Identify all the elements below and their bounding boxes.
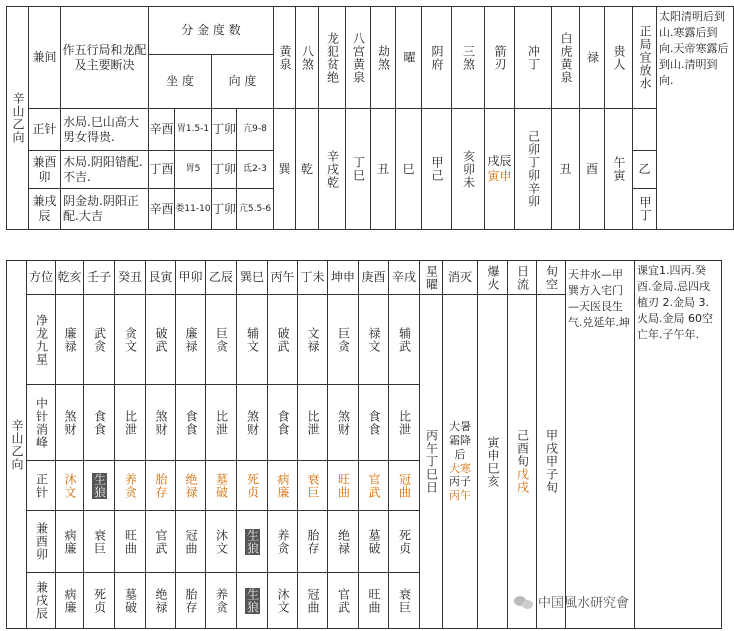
keyi-note: 课宜1.四丙.癸酉.金局.忌四戌植刃 2.金局 3.火局.金局 60空亡年.子午年. — [635, 261, 722, 629]
header-fenjin: 分 金 度 数 — [149, 7, 274, 55]
xiaomie-a: 大暑霜降后 — [449, 420, 471, 461]
header-yinfu: 阴府 — [422, 7, 452, 109]
xiaomie-d: 丙午 — [449, 489, 471, 502]
dir-7: 丙午 — [268, 261, 298, 295]
header-lu: 禄 — [580, 7, 605, 109]
label-jinglong: 净龙九星 — [27, 295, 56, 385]
header-zuo: 坐 度 — [149, 55, 212, 109]
jinglong-8: 文禄 — [298, 295, 328, 385]
youjiu-9: 绝禄 — [328, 511, 359, 573]
youjiu-6: 生狼 — [237, 511, 268, 573]
jianren-a: 戌辰 — [487, 154, 512, 168]
row1-z1: 丁酉 — [149, 151, 175, 189]
zhongzhen-9: 煞财 — [328, 385, 359, 461]
header-jiesha: 劫煞 — [371, 7, 396, 109]
row1-desc: 木局.阴阳错配.不吉. — [61, 151, 149, 189]
dir-9: 坤申 — [328, 261, 359, 295]
row0-z2: 胃1.5-1 — [175, 109, 212, 151]
val-xiaomie — [443, 295, 478, 629]
val-zhengju-a: 乙 — [633, 151, 657, 189]
row0-jj: 正针 — [29, 109, 61, 151]
header-yao: 曜 — [396, 7, 422, 109]
zhongzhen-3: 煞财 — [146, 385, 176, 461]
header-baihu: 白虎黄泉 — [552, 7, 580, 109]
xuchen-3: 绝禄 — [146, 573, 176, 629]
val-xunkong: 甲戌甲子旬 — [537, 295, 566, 629]
zhongzhen-5: 比泄 — [206, 385, 237, 461]
dir-10: 庚酉 — [359, 261, 389, 295]
row2-x1: 丁卯 — [212, 189, 237, 230]
header-bagong: 八宫黄泉 — [346, 7, 371, 109]
bottom-table — [6, 260, 722, 629]
zhengzhen-8: 衰巨 — [298, 461, 328, 511]
youjiu-3: 官武 — [146, 511, 176, 573]
header-jianren: 箭刃 — [485, 7, 515, 109]
val-zhengju-b: 甲丁 — [633, 189, 657, 230]
row1-z2: 胃5 — [175, 151, 212, 189]
youjiu-4: 冠曲 — [176, 511, 206, 573]
val-longfan: 辛戌乾 — [319, 109, 346, 230]
val-baohuo: 寅申巳亥 — [478, 295, 508, 629]
zhongzhen-0: 煞财 — [56, 385, 84, 461]
jinglong-10: 禄文 — [359, 295, 389, 385]
row0-z1: 辛酉 — [149, 109, 175, 151]
jinglong-3: 破武 — [146, 295, 176, 385]
header-sansha: 三煞 — [452, 7, 485, 109]
val-yao: 巳 — [396, 109, 422, 230]
dir-5: 乙辰 — [206, 261, 237, 295]
val-huangquan: 巽 — [274, 109, 296, 230]
val-chongding: 己卯丁卯辛卯 — [515, 109, 552, 230]
jinglong-6: 辅文 — [237, 295, 268, 385]
top-table — [6, 6, 734, 230]
zhengzhen-2: 养贪 — [115, 461, 146, 511]
youjiu-11: 死贞 — [389, 511, 420, 573]
xuchen-10: 旺曲 — [359, 573, 389, 629]
xuchen-0: 病廉 — [56, 573, 84, 629]
row2-desc: 阴金劫.阴阳正配.大吉 — [61, 189, 149, 230]
zhengzhen-3: 胎存 — [146, 461, 176, 511]
val-yinfu: 甲己 — [422, 109, 452, 230]
val-xingyao: 丙午丁巳日 — [420, 295, 443, 629]
row2-z1: 辛酉 — [149, 189, 175, 230]
header-basha: 八煞 — [296, 7, 319, 109]
youjiu-8: 胎存 — [298, 511, 328, 573]
jinglong-5: 巨贪 — [206, 295, 237, 385]
dir-6: 巽巳 — [237, 261, 268, 295]
dir-11: 辛戌 — [389, 261, 420, 295]
label-zhongzhen: 中针消峰 — [27, 385, 56, 461]
zhengzhen-6: 死贞 — [237, 461, 268, 511]
zhengju-empty — [633, 109, 657, 151]
youjiu-10: 墓破 — [359, 511, 389, 573]
watermark-text: 中国風水研究會 — [538, 596, 630, 611]
dir-3: 艮寅 — [146, 261, 176, 295]
xuchen-6: 生狼 — [237, 573, 268, 629]
jinglong-9: 巨贪 — [328, 295, 359, 385]
xuchen-11: 衰巨 — [389, 573, 420, 629]
zhongzhen-11: 比泄 — [389, 385, 420, 461]
jinglong-7: 破武 — [268, 295, 298, 385]
zhongzhen-8: 比泄 — [298, 385, 328, 461]
zhengzhen-9: 旺曲 — [328, 461, 359, 511]
header-baohuo: 爆火 — [478, 261, 508, 295]
youjiu-1: 衰巨 — [84, 511, 115, 573]
jinglong-1: 武贪 — [84, 295, 115, 385]
row2-x2: 亢5.5-6 — [237, 189, 274, 230]
jinglong-2: 贪文 — [115, 295, 146, 385]
header-longfan: 龙犯贫绝 — [319, 7, 346, 109]
header-guiren: 贵人 — [605, 7, 633, 109]
watermark — [514, 592, 629, 611]
top-row-label: 辛山乙向 — [7, 7, 29, 230]
youjiu-7: 养贪 — [268, 511, 298, 573]
val-lu: 酉 — [580, 109, 605, 230]
xuchen-2: 墓破 — [115, 573, 146, 629]
zhengzhen-5: 墓破 — [206, 461, 237, 511]
xuchen-8: 冠曲 — [298, 573, 328, 629]
dir-2: 癸丑 — [115, 261, 146, 295]
xiaomie-b: 大寒 — [449, 461, 471, 475]
val-baihu: 丑 — [552, 109, 580, 230]
tianjing-note: 天井水—甲巽方入宅门—天医艮生气.兑延年.坤 — [566, 261, 635, 629]
header-fangwei: 方位 — [27, 261, 56, 295]
zhongzhen-6: 煞财 — [237, 385, 268, 461]
row0-x2: 亢9-8 — [237, 109, 274, 151]
riliu-b: 戊戌 — [515, 468, 530, 494]
xuchen-4: 胎存 — [176, 573, 206, 629]
top-note: 太阳清明后到山.寒露后到向.天帝寒露后到山.清明到向. — [657, 7, 734, 230]
val-jianren — [485, 109, 515, 230]
header-chongding: 冲丁 — [515, 7, 552, 109]
header-zuowu: 作五行局和龙配及主要断决 — [61, 7, 149, 109]
zhengzhen-1: 生狼 — [84, 461, 115, 511]
jinglong-4: 廉禄 — [176, 295, 206, 385]
youjiu-0: 病廉 — [56, 511, 84, 573]
row2-z2: 娄11-10 — [175, 189, 212, 230]
label-zhengzhen: 正针 — [27, 461, 56, 511]
label-youjiu: 兼酉卯 — [27, 511, 56, 573]
header-xiaomie: 消灭 — [443, 261, 478, 295]
zhongzhen-4: 食食 — [176, 385, 206, 461]
header-xunkong: 旬空 — [537, 261, 566, 295]
jinglong-0: 廉禄 — [56, 295, 84, 385]
bottom-row-label: 辛山乙向 — [7, 261, 27, 629]
dir-4: 甲卯 — [176, 261, 206, 295]
row0-desc: 水局.巳山高大男女得贵. — [61, 109, 149, 151]
row1-jj: 兼酉卯 — [29, 151, 61, 189]
zhongzhen-2: 比泄 — [115, 385, 146, 461]
zhengzhen-7: 病廉 — [268, 461, 298, 511]
dir-8: 丁未 — [298, 261, 328, 295]
xiaomie-c: 丙子 — [449, 475, 471, 489]
zhongzhen-10: 食食 — [359, 385, 389, 461]
zhongzhen-7: 食食 — [268, 385, 298, 461]
riliu-a: 己酉旬 — [515, 429, 530, 468]
val-guiren: 午寅 — [605, 109, 633, 230]
youjiu-5: 沐文 — [206, 511, 237, 573]
header-xiang: 向 度 — [212, 55, 274, 109]
youjiu-2: 旺曲 — [115, 511, 146, 573]
val-sansha: 亥卯未 — [452, 109, 485, 230]
row0-x1: 丁卯 — [212, 109, 237, 151]
xuchen-7: 沐文 — [268, 573, 298, 629]
zhengzhen-10: 官武 — [359, 461, 389, 511]
val-jiesha: 丑 — [371, 109, 396, 230]
zhengzhen-11: 冠曲 — [389, 461, 420, 511]
label-xuchen: 兼戌辰 — [27, 573, 56, 629]
xuchen-1: 死贞 — [84, 573, 115, 629]
jianren-b: 寅申 — [487, 169, 512, 183]
zhengzhen-4: 绝禄 — [176, 461, 206, 511]
header-xingyao: 星曜 — [420, 261, 443, 295]
xuchen-5: 养贪 — [206, 573, 237, 629]
zhengzhen-0: 沐文 — [56, 461, 84, 511]
wechat-icon — [514, 594, 534, 610]
val-riliu — [508, 295, 537, 629]
header-huangquan: 黄泉 — [274, 7, 296, 109]
row2-jj: 兼戌辰 — [29, 189, 61, 230]
xuchen-9: 官武 — [328, 573, 359, 629]
jinglong-11: 辅武 — [389, 295, 420, 385]
dir-1: 壬子 — [84, 261, 115, 295]
row1-x1: 丁卯 — [212, 151, 237, 189]
row1-x2: 氐2-3 — [237, 151, 274, 189]
header-zhengju: 正局宜放水 — [633, 7, 657, 109]
header-riliu: 日流 — [508, 261, 537, 295]
zhongzhen-1: 食食 — [84, 385, 115, 461]
header-jianjian: 兼间 — [29, 7, 61, 109]
val-basha: 乾 — [296, 109, 319, 230]
val-bagong: 丁巳 — [346, 109, 371, 230]
dir-0: 乾亥 — [56, 261, 84, 295]
